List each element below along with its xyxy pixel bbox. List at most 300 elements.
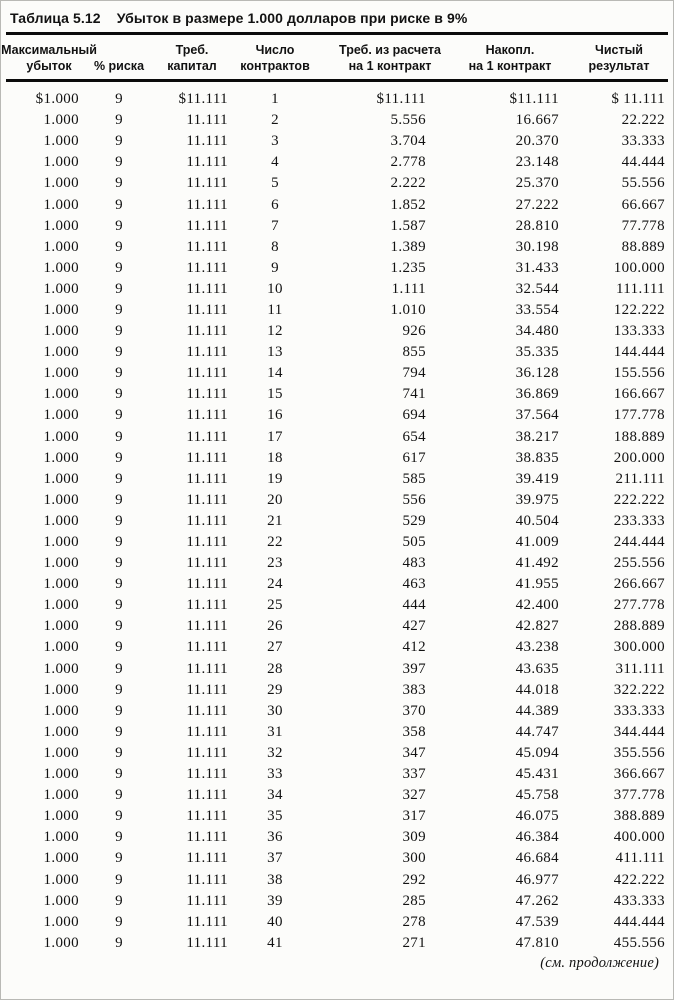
cell-max_loss: 1.000 — [43, 175, 79, 192]
cell-net_result: 322.222 — [613, 681, 665, 698]
table-row — [7, 891, 673, 912]
cell-contracts: 11 — [267, 301, 283, 318]
cell-req_per_contract: 327 — [402, 787, 426, 804]
cell-net_result: 366.667 — [613, 766, 665, 783]
cell-req_per_contract: 292 — [402, 871, 426, 888]
cell-max_loss: 1.000 — [43, 681, 79, 698]
cell-risk_pct: 9 — [115, 491, 123, 508]
cell-req_capital: 11.111 — [186, 386, 228, 403]
cell-req_per_contract: 285 — [402, 892, 426, 909]
cell-net_result: 288.889 — [613, 618, 665, 635]
cell-net_result: 433.333 — [613, 892, 665, 909]
cell-req_per_contract: 412 — [402, 639, 426, 656]
cell-risk_pct: 9 — [115, 259, 123, 276]
cell-accum_per_contract: 25.370 — [515, 175, 559, 192]
cell-risk_pct: 9 — [115, 386, 123, 403]
table-row — [7, 363, 673, 384]
cell-accum_per_contract: 44.389 — [515, 702, 559, 719]
cell-max_loss: 1.000 — [43, 892, 79, 909]
cell-max_loss: 1.000 — [43, 112, 79, 129]
cell-risk_pct: 9 — [115, 301, 123, 318]
cell-contracts: 38 — [267, 871, 283, 888]
cell-req_capital: 11.111 — [186, 660, 228, 677]
table-row — [7, 785, 673, 806]
cell-req_capital: 11.111 — [186, 365, 228, 382]
cell-accum_per_contract: 23.148 — [515, 154, 559, 171]
cell-max_loss: 1.000 — [43, 829, 79, 846]
cell-req_per_contract: 585 — [402, 470, 426, 487]
cell-req_capital: $11.111 — [178, 91, 228, 108]
header-risk-pct: % риска — [93, 59, 145, 73]
cell-risk_pct: 9 — [115, 913, 123, 930]
cell-req_per_contract: 397 — [402, 660, 426, 677]
cell-net_result: 200.000 — [613, 449, 665, 466]
cell-contracts: 35 — [267, 808, 283, 825]
cell-net_result: 411.111 — [615, 850, 665, 867]
cell-req_capital: 11.111 — [186, 850, 228, 867]
cell-req_capital: 11.111 — [186, 217, 228, 234]
table-row — [7, 321, 673, 342]
cell-risk_pct: 9 — [115, 934, 123, 951]
cell-net_result: 100.000 — [613, 259, 665, 276]
cell-max_loss: 1.000 — [43, 238, 79, 255]
table-row — [7, 912, 673, 933]
cell-req_capital: 11.111 — [186, 555, 228, 572]
cell-req_capital: 11.111 — [186, 534, 228, 551]
cell-contracts: 24 — [267, 576, 283, 593]
cell-max_loss: 1.000 — [43, 449, 79, 466]
cell-net_result: 44.444 — [621, 154, 665, 171]
cell-net_result: 33.333 — [621, 133, 665, 150]
table-row — [7, 701, 673, 722]
cell-accum_per_contract: $11.111 — [509, 91, 559, 108]
cell-accum_per_contract: 46.977 — [515, 871, 559, 888]
cell-max_loss: 1.000 — [43, 723, 79, 740]
cell-risk_pct: 9 — [115, 639, 123, 656]
cell-max_loss: 1.000 — [43, 365, 79, 382]
cell-net_result: 88.889 — [621, 238, 665, 255]
cell-req_capital: 11.111 — [186, 280, 228, 297]
cell-contracts: 36 — [267, 829, 283, 846]
cell-max_loss: 1.000 — [43, 407, 79, 424]
cell-req_capital: 11.111 — [186, 238, 228, 255]
cell-req_capital: 11.111 — [186, 702, 228, 719]
cell-max_loss: 1.000 — [43, 871, 79, 888]
cell-net_result: 155.556 — [613, 365, 665, 382]
cell-max_loss: 1.000 — [43, 913, 79, 930]
table-row — [7, 405, 673, 426]
cell-contracts: 28 — [267, 660, 283, 677]
cell-net_result: 277.778 — [613, 597, 665, 614]
cell-accum_per_contract: 45.758 — [515, 787, 559, 804]
cell-contracts: 33 — [267, 766, 283, 783]
cell-contracts: 15 — [267, 386, 283, 403]
cell-accum_per_contract: 38.217 — [515, 428, 559, 445]
cell-max_loss: 1.000 — [43, 766, 79, 783]
cell-req_capital: 11.111 — [186, 344, 228, 361]
cell-risk_pct: 9 — [115, 91, 123, 108]
cell-risk_pct: 9 — [115, 344, 123, 361]
cell-net_result: 333.333 — [613, 702, 665, 719]
cell-net_result: 377.778 — [613, 787, 665, 804]
divider-top — [6, 32, 668, 35]
cell-req_capital: 11.111 — [186, 175, 228, 192]
cell-max_loss: 1.000 — [43, 512, 79, 529]
cell-risk_pct: 9 — [115, 133, 123, 150]
cell-req_per_contract: 694 — [402, 407, 426, 424]
cell-net_result: 55.556 — [621, 175, 665, 192]
cell-contracts: 21 — [267, 512, 283, 529]
cell-req_capital: 11.111 — [186, 723, 228, 740]
cell-accum_per_contract: 37.564 — [515, 407, 559, 424]
cell-risk_pct: 9 — [115, 534, 123, 551]
cell-req_capital: 11.111 — [186, 133, 228, 150]
cell-contracts: 29 — [267, 681, 283, 698]
cell-max_loss: 1.000 — [43, 217, 79, 234]
cell-req_per_contract: 427 — [402, 618, 426, 635]
cell-accum_per_contract: 27.222 — [515, 196, 559, 213]
cell-risk_pct: 9 — [115, 555, 123, 572]
cell-req_capital: 11.111 — [186, 892, 228, 909]
cell-net_result: 111.111 — [616, 280, 665, 297]
cell-net_result: 22.222 — [621, 112, 665, 129]
cell-contracts: 39 — [267, 892, 283, 909]
cell-accum_per_contract: 31.433 — [515, 259, 559, 276]
cell-req_per_contract: $11.111 — [376, 91, 426, 108]
cell-risk_pct: 9 — [115, 808, 123, 825]
cell-req_capital: 11.111 — [186, 618, 228, 635]
cell-contracts: 4 — [271, 154, 279, 171]
cell-req_per_contract: 347 — [402, 744, 426, 761]
cell-risk_pct: 9 — [115, 154, 123, 171]
cell-accum_per_contract: 47.262 — [515, 892, 559, 909]
cell-req_capital: 11.111 — [186, 259, 228, 276]
cell-risk_pct: 9 — [115, 723, 123, 740]
table-row — [7, 469, 673, 490]
cell-risk_pct: 9 — [115, 597, 123, 614]
cell-req_capital: 11.111 — [186, 744, 228, 761]
cell-req_capital: 11.111 — [186, 829, 228, 846]
table-title — [1, 1, 673, 26]
cell-contracts: 14 — [267, 365, 283, 382]
cell-contracts: 18 — [267, 449, 283, 466]
cell-req_per_contract: 1.852 — [390, 196, 426, 213]
cell-req_per_contract: 278 — [402, 913, 426, 930]
cell-accum_per_contract: 40.504 — [515, 512, 559, 529]
cell-accum_per_contract: 43.238 — [515, 639, 559, 656]
cell-req_per_contract: 1.010 — [390, 301, 426, 318]
cell-max_loss: 1.000 — [43, 154, 79, 171]
cell-max_loss: 1.000 — [43, 660, 79, 677]
cell-net_result: 211.111 — [615, 470, 665, 487]
cell-accum_per_contract: 36.869 — [515, 386, 559, 403]
table-row — [7, 448, 673, 469]
table-row — [7, 152, 673, 173]
cell-req_per_contract: 2.222 — [390, 175, 426, 192]
cell-accum_per_contract: 36.128 — [515, 365, 559, 382]
cell-req_per_contract: 741 — [402, 386, 426, 403]
cell-accum_per_contract: 42.400 — [515, 597, 559, 614]
cell-net_result: 144.444 — [613, 344, 665, 361]
cell-contracts: 13 — [267, 344, 283, 361]
cell-contracts: 32 — [267, 744, 283, 761]
table-row — [7, 764, 673, 785]
header-max-loss: Максимальный убыток — [1, 43, 97, 73]
table-number: Таблица 5.12 — [10, 10, 101, 26]
cell-risk_pct: 9 — [115, 428, 123, 445]
cell-accum_per_contract: 45.431 — [515, 766, 559, 783]
cell-net_result: 311.111 — [615, 660, 665, 677]
cell-net_result: 400.000 — [613, 829, 665, 846]
cell-net_result: 355.556 — [613, 744, 665, 761]
cell-req_capital: 11.111 — [186, 913, 228, 930]
cell-risk_pct: 9 — [115, 850, 123, 867]
cell-risk_pct: 9 — [115, 112, 123, 129]
cell-net_result: 444.444 — [613, 913, 665, 930]
cell-contracts: 16 — [267, 407, 283, 424]
table-row — [7, 173, 673, 194]
cell-max_loss: 1.000 — [43, 280, 79, 297]
cell-contracts: 37 — [267, 850, 283, 867]
cell-req_capital: 11.111 — [186, 112, 228, 129]
cell-max_loss: 1.000 — [43, 344, 79, 361]
table-row — [7, 427, 673, 448]
cell-accum_per_contract: 46.684 — [515, 850, 559, 867]
cell-req_per_contract: 1.389 — [390, 238, 426, 255]
cell-accum_per_contract: 30.198 — [515, 238, 559, 255]
cell-max_loss: 1.000 — [43, 323, 79, 340]
cell-accum_per_contract: 33.554 — [515, 301, 559, 318]
cell-net_result: $ 11.111 — [611, 91, 665, 108]
header-req-per-contract: Треб. из расчета на 1 контракт — [339, 43, 441, 73]
table-row — [7, 659, 673, 680]
cell-contracts: 17 — [267, 428, 283, 445]
cell-req_capital: 11.111 — [186, 766, 228, 783]
cell-req_per_contract: 300 — [402, 850, 426, 867]
cell-accum_per_contract: 39.975 — [515, 491, 559, 508]
cell-max_loss: 1.000 — [43, 386, 79, 403]
cell-contracts: 8 — [271, 238, 279, 255]
cell-max_loss: 1.000 — [43, 808, 79, 825]
cell-req_per_contract: 383 — [402, 681, 426, 698]
cell-accum_per_contract: 28.810 — [515, 217, 559, 234]
cell-risk_pct: 9 — [115, 892, 123, 909]
cell-contracts: 12 — [267, 323, 283, 340]
cell-req_per_contract: 317 — [402, 808, 426, 825]
cell-accum_per_contract: 44.018 — [515, 681, 559, 698]
cell-accum_per_contract: 45.094 — [515, 744, 559, 761]
cell-accum_per_contract: 42.827 — [515, 618, 559, 635]
table-row — [7, 194, 673, 215]
cell-max_loss: 1.000 — [43, 934, 79, 951]
cell-req_capital: 11.111 — [186, 449, 228, 466]
table-row — [7, 848, 673, 869]
cell-contracts: 22 — [267, 534, 283, 551]
cell-risk_pct: 9 — [115, 449, 123, 466]
cell-risk_pct: 9 — [115, 766, 123, 783]
cell-contracts: 40 — [267, 913, 283, 930]
cell-net_result: 166.667 — [613, 386, 665, 403]
cell-net_result: 77.778 — [621, 217, 665, 234]
cell-accum_per_contract: 32.544 — [515, 280, 559, 297]
cell-net_result: 244.444 — [613, 534, 665, 551]
cell-req_capital: 11.111 — [186, 428, 228, 445]
header-accum-per-contract: Накопл. на 1 контракт — [468, 43, 552, 73]
header-contracts: Число контрактов — [240, 43, 310, 73]
cell-req_capital: 11.111 — [186, 470, 228, 487]
cell-req_per_contract: 358 — [402, 723, 426, 740]
cell-req_per_contract: 794 — [402, 365, 426, 382]
cell-contracts: 2 — [271, 112, 279, 129]
cell-accum_per_contract: 35.335 — [515, 344, 559, 361]
cell-req_per_contract: 617 — [402, 449, 426, 466]
cell-req_capital: 11.111 — [186, 512, 228, 529]
cell-risk_pct: 9 — [115, 871, 123, 888]
cell-req_per_contract: 370 — [402, 702, 426, 719]
cell-max_loss: 1.000 — [43, 555, 79, 572]
cell-net_result: 300.000 — [613, 639, 665, 656]
cell-req_per_contract: 1.235 — [390, 259, 426, 276]
table-row — [7, 827, 673, 848]
table-row — [7, 574, 673, 595]
cell-net_result: 455.556 — [613, 934, 665, 951]
table-row — [7, 279, 673, 300]
cell-risk_pct: 9 — [115, 512, 123, 529]
cell-contracts: 26 — [267, 618, 283, 635]
cell-req_capital: 11.111 — [186, 576, 228, 593]
cell-req_capital: 11.111 — [186, 808, 228, 825]
cell-req_per_contract: 855 — [402, 344, 426, 361]
cell-accum_per_contract: 46.384 — [515, 829, 559, 846]
cell-max_loss: 1.000 — [43, 618, 79, 635]
cell-max_loss: 1.000 — [43, 639, 79, 656]
cell-max_loss: 1.000 — [43, 576, 79, 593]
cell-req_per_contract: 444 — [402, 597, 426, 614]
cell-risk_pct: 9 — [115, 660, 123, 677]
cell-net_result: 122.222 — [613, 301, 665, 318]
cell-net_result: 344.444 — [613, 723, 665, 740]
cell-max_loss: 1.000 — [43, 787, 79, 804]
table-row — [7, 300, 673, 321]
cell-max_loss: 1.000 — [43, 196, 79, 213]
cell-contracts: 7 — [271, 217, 279, 234]
cell-accum_per_contract: 44.747 — [515, 723, 559, 740]
cell-risk_pct: 9 — [115, 365, 123, 382]
cell-contracts: 34 — [267, 787, 283, 804]
table-row — [7, 806, 673, 827]
header-net-result: Чистый результат — [588, 43, 650, 73]
table-row — [7, 616, 673, 637]
cell-net_result: 177.778 — [613, 407, 665, 424]
cell-req_capital: 11.111 — [186, 639, 228, 656]
table-row — [7, 933, 673, 954]
cell-max_loss: 1.000 — [43, 850, 79, 867]
cell-risk_pct: 9 — [115, 470, 123, 487]
cell-accum_per_contract: 20.370 — [515, 133, 559, 150]
cell-req_per_contract: 483 — [402, 555, 426, 572]
cell-contracts: 23 — [267, 555, 283, 572]
table-row — [7, 131, 673, 152]
cell-accum_per_contract: 39.419 — [515, 470, 559, 487]
table-row — [7, 342, 673, 363]
table-row — [7, 384, 673, 405]
cell-req_per_contract: 529 — [402, 512, 426, 529]
cell-risk_pct: 9 — [115, 618, 123, 635]
cell-req_capital: 11.111 — [186, 196, 228, 213]
cell-req_per_contract: 654 — [402, 428, 426, 445]
cell-risk_pct: 9 — [115, 829, 123, 846]
cell-contracts: 3 — [271, 133, 279, 150]
cell-req_per_contract: 926 — [402, 323, 426, 340]
cell-req_per_contract: 463 — [402, 576, 426, 593]
cell-req_capital: 11.111 — [186, 491, 228, 508]
cell-contracts: 10 — [267, 280, 283, 297]
cell-max_loss: 1.000 — [43, 301, 79, 318]
table-header — [1, 42, 673, 74]
cell-req_per_contract: 271 — [402, 934, 426, 951]
cell-max_loss: 1.000 — [43, 702, 79, 719]
cell-accum_per_contract: 34.480 — [515, 323, 559, 340]
table-row — [7, 680, 673, 701]
cell-risk_pct: 9 — [115, 702, 123, 719]
cell-accum_per_contract: 41.009 — [515, 534, 559, 551]
cell-risk_pct: 9 — [115, 407, 123, 424]
table-row — [7, 532, 673, 553]
cell-max_loss: $1.000 — [35, 91, 79, 108]
cell-net_result: 133.333 — [613, 323, 665, 340]
cell-contracts: 31 — [267, 723, 283, 740]
cell-net_result: 422.222 — [613, 871, 665, 888]
cell-contracts: 5 — [271, 175, 279, 192]
cell-net_result: 66.667 — [621, 196, 665, 213]
cell-contracts: 27 — [267, 639, 283, 656]
cell-req_per_contract: 1.111 — [391, 280, 426, 297]
cell-contracts: 6 — [271, 196, 279, 213]
cell-contracts: 30 — [267, 702, 283, 719]
cell-risk_pct: 9 — [115, 175, 123, 192]
cell-accum_per_contract: 16.667 — [515, 112, 559, 129]
cell-risk_pct: 9 — [115, 576, 123, 593]
table-row — [7, 89, 673, 110]
cell-accum_per_contract: 46.075 — [515, 808, 559, 825]
table-caption: Убыток в размере 1.000 долларов при риске в 9% — [116, 10, 468, 26]
cell-req_per_contract: 337 — [402, 766, 426, 783]
table-row — [7, 237, 673, 258]
cell-req_per_contract: 309 — [402, 829, 426, 846]
cell-max_loss: 1.000 — [43, 744, 79, 761]
cell-req_capital: 11.111 — [186, 407, 228, 424]
cell-req_capital: 11.111 — [186, 681, 228, 698]
cell-max_loss: 1.000 — [43, 259, 79, 276]
cell-risk_pct: 9 — [115, 238, 123, 255]
cell-contracts: 25 — [267, 597, 283, 614]
cell-risk_pct: 9 — [115, 323, 123, 340]
cell-risk_pct: 9 — [115, 217, 123, 234]
cell-contracts: 41 — [267, 934, 283, 951]
cell-max_loss: 1.000 — [43, 428, 79, 445]
cell-max_loss: 1.000 — [43, 534, 79, 551]
cell-accum_per_contract: 41.955 — [515, 576, 559, 593]
table-row — [7, 595, 673, 616]
table-row — [7, 553, 673, 574]
table-row — [7, 869, 673, 890]
cell-contracts: 1 — [271, 91, 279, 108]
cell-req_capital: 11.111 — [186, 323, 228, 340]
cell-req_capital: 11.111 — [186, 934, 228, 951]
cell-req_per_contract: 556 — [402, 491, 426, 508]
cell-max_loss: 1.000 — [43, 597, 79, 614]
cell-accum_per_contract: 38.835 — [515, 449, 559, 466]
